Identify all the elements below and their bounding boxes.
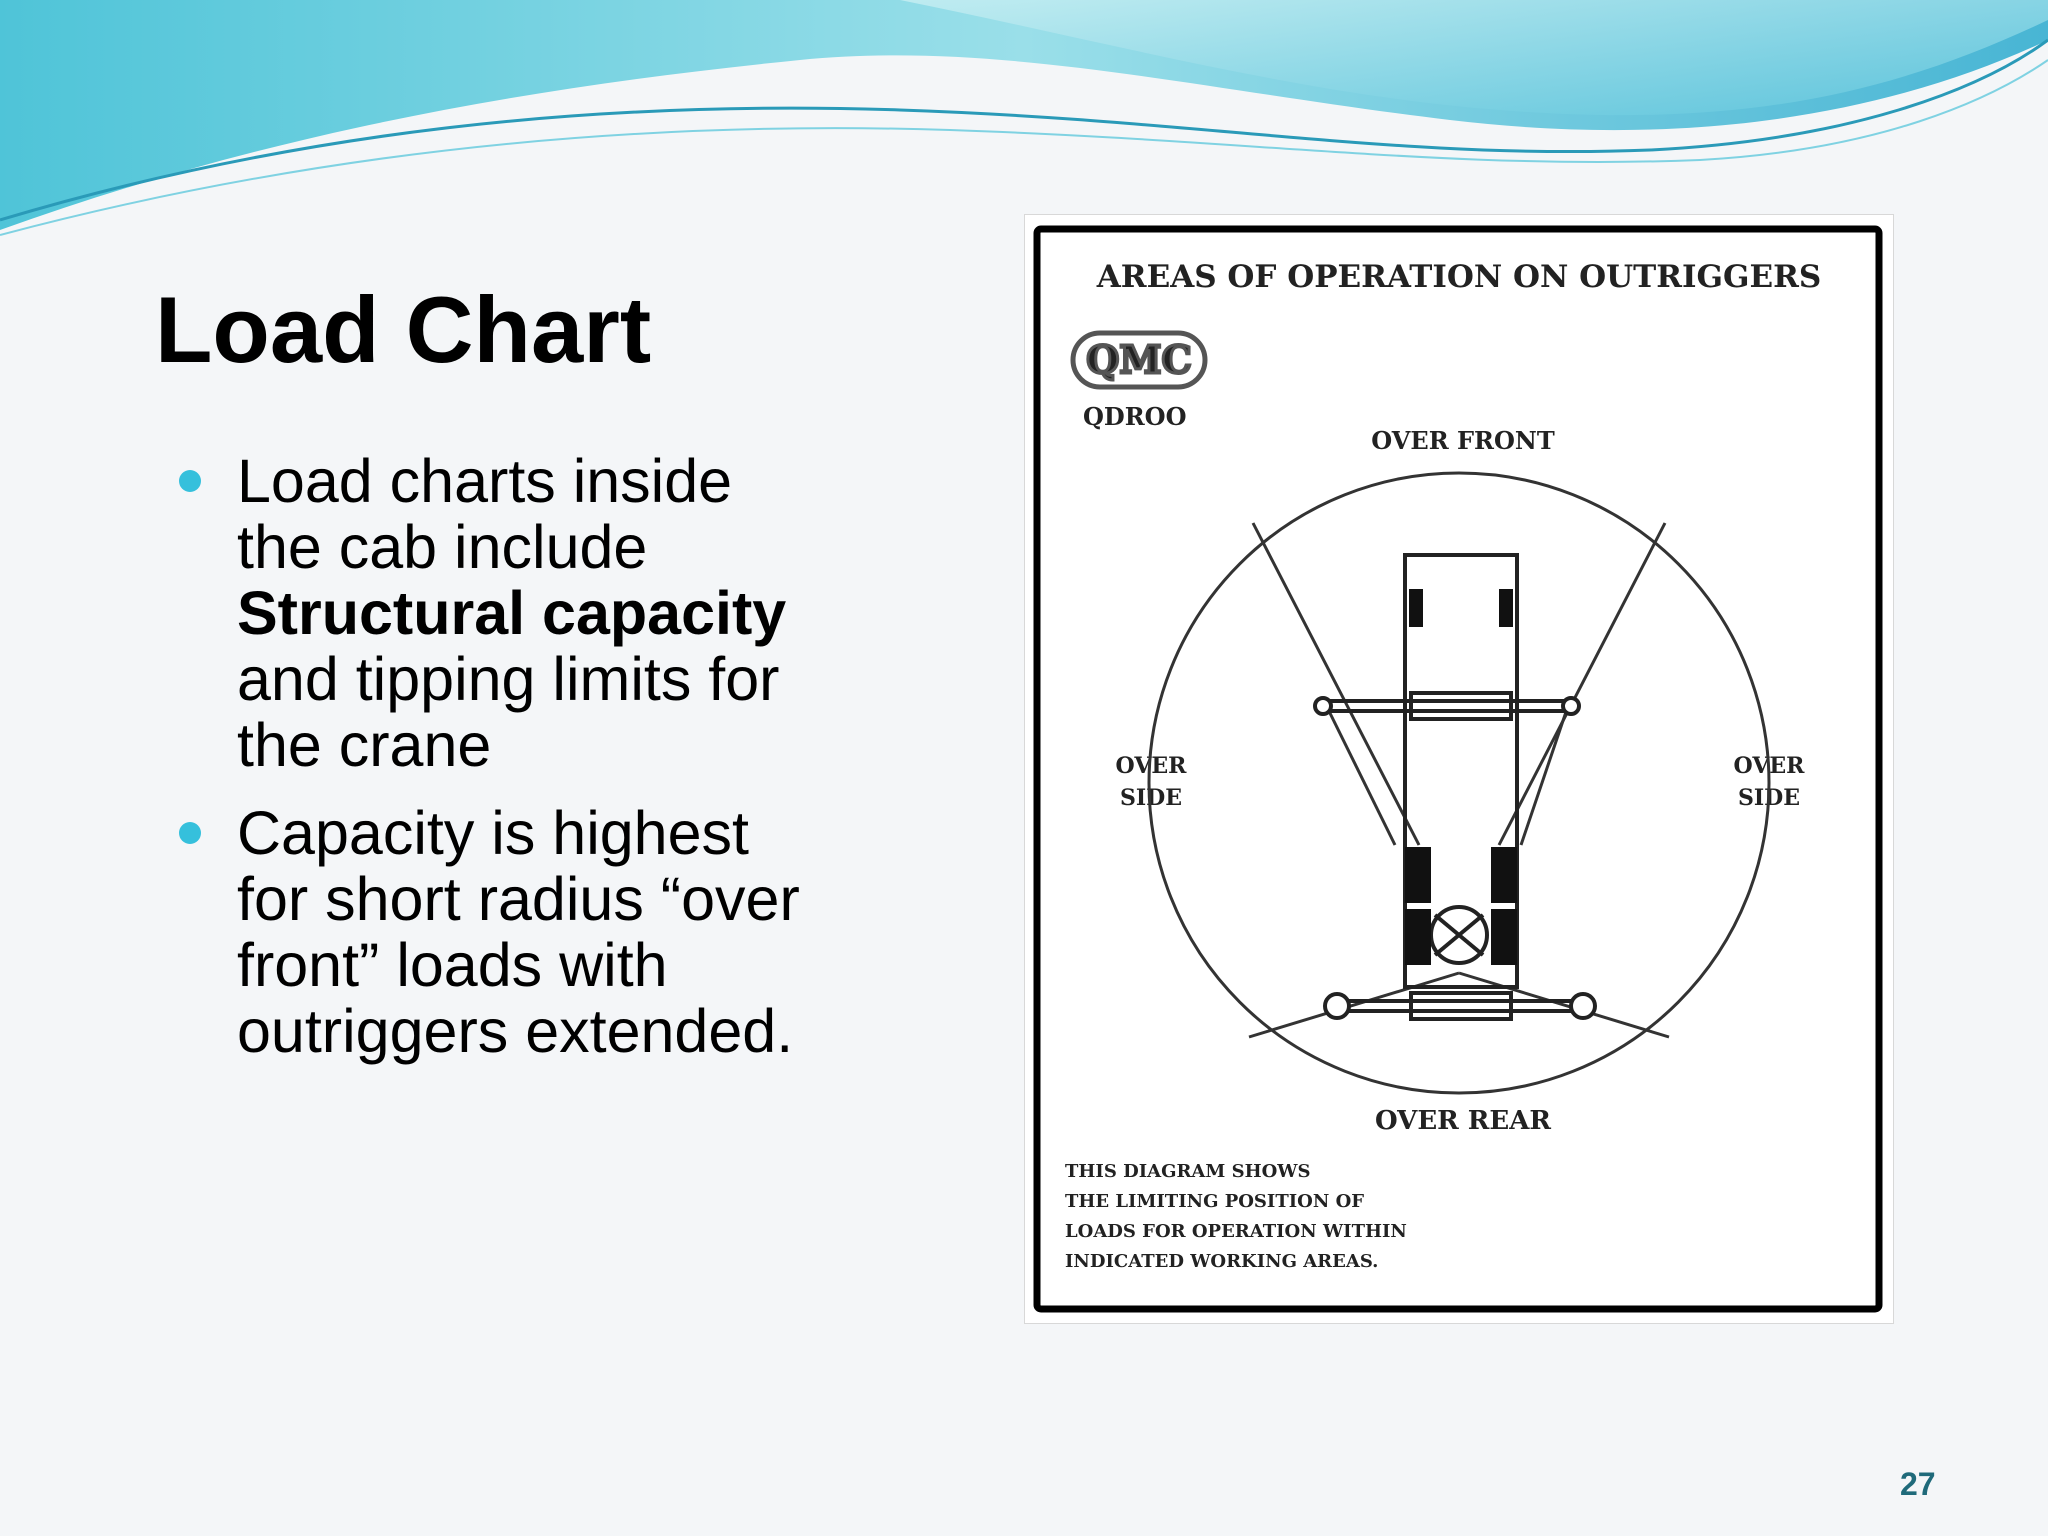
- bullet-list: [175, 448, 815, 1086]
- diagram-heading: AREAS OF OPERATION ON OUTRIGGERS: [1096, 259, 1822, 295]
- note-line: THE LIMITING POSITION OF: [1065, 1191, 1365, 1212]
- note-line: THIS DIAGRAM SHOWS: [1065, 1161, 1311, 1182]
- bullet-bold-text: Structural capacity: [237, 579, 787, 647]
- qmc-logo: [1073, 333, 1205, 387]
- logo-text: QMC: [1086, 337, 1192, 382]
- note-line: LOADS FOR OPERATION WITHIN: [1065, 1221, 1407, 1242]
- label-over-front: OVER FRONT: [1371, 426, 1555, 455]
- outrigger-diagram: [1025, 215, 1893, 1323]
- bullet-text-start: Load charts inside the cab include: [237, 447, 733, 581]
- note-line: INDICATED WORKING AREAS.: [1065, 1251, 1379, 1272]
- label-over-side-right-line2: SIDE: [1737, 785, 1801, 811]
- bullet-text: Capacity is highest for short radius “over front” loads with outriggers extended.: [237, 799, 800, 1065]
- bullet-item: [175, 448, 815, 778]
- bullet-dot-icon: [179, 822, 201, 844]
- bullet-text-end: and tipping limits for the crane: [237, 645, 780, 779]
- label-over-side-left-line1: OVER: [1115, 753, 1187, 779]
- outrigger-diagram-figure: [1024, 214, 1894, 1324]
- slide-title: Load Chart: [155, 277, 652, 382]
- bullet-item: [175, 800, 815, 1064]
- label-over-side-right-line1: OVER: [1733, 753, 1805, 779]
- bullet-dot-icon: [179, 470, 201, 492]
- label-over-side-left-line2: SIDE: [1119, 785, 1183, 811]
- model-code: QDROO: [1083, 402, 1187, 431]
- slide-number: 27: [1900, 1466, 1936, 1502]
- label-over-rear: OVER REAR: [1374, 1106, 1552, 1136]
